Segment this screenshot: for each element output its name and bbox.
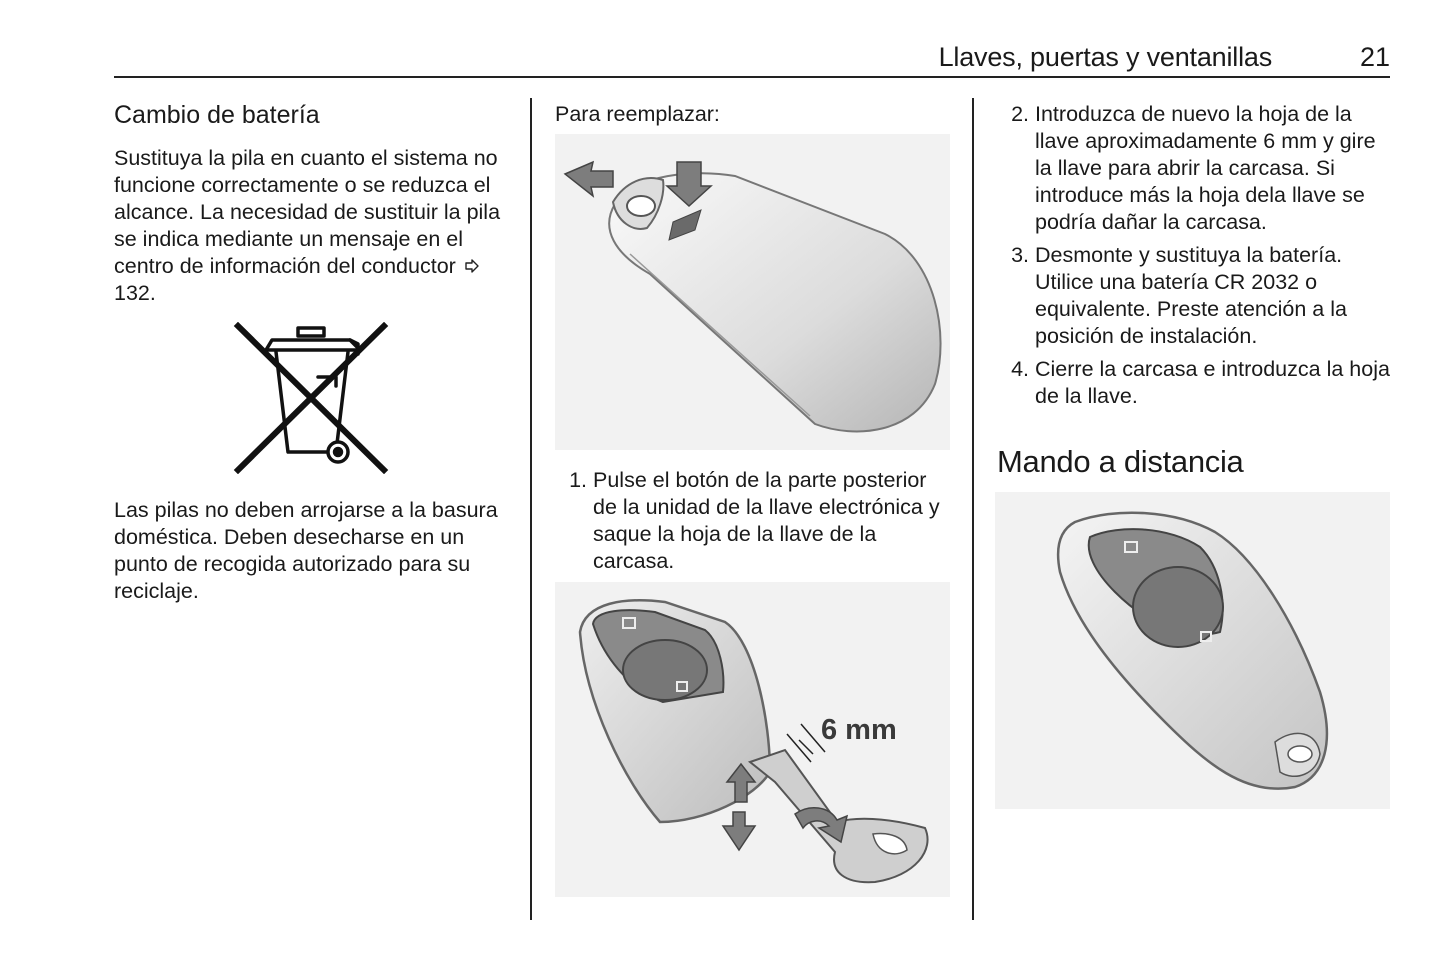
step-3-text: Desmonte y sustituya la batería. Utilice una batería CR 2032 o equivalente. Preste atención a la posición de instalación. [1035,243,1347,348]
step-2 [997,101,1397,236]
column-divider-2 [972,98,974,920]
step-3 [997,242,1397,350]
running-header-title: Llaves, puertas y ventanillas [938,42,1272,72]
crossed-out-wheelie-bin-icon [232,322,392,474]
arrow-reference-icon [464,253,480,280]
battery-intro-text: Sustituya la pila en cuanto el sistema no funcione correctamente o se reduzca el alcance. La necesidad de sustituir la pila se indica mediante un mensaje en el centro de información del conductor [114,146,501,278]
key-housing-figure [555,134,950,450]
replace-intro: Para reemplazar: [555,102,720,126]
remote-control-heading: Mando a distancia [997,444,1244,479]
column-divider-1 [530,98,532,920]
battery-change-heading: Cambio de batería [114,101,320,129]
step-1-number: 1. [569,468,587,492]
key-blade-insert-figure [555,582,950,897]
step-4 [997,356,1397,410]
battery-intro-paragraph [114,145,514,307]
step-2-text: Introduzca de nuevo la hoja de la llave aproximadamente 6 mm y gire la llave para abrir la carcasa. Si introduce más la hoja dela llave se podría dañar la carcasa. [1035,102,1376,234]
disposal-paragraph: Las pilas no deben arrojarse a la basura doméstica. Deben desecharse en un punto de recogida autorizado para su reciclaje. [114,498,498,603]
step-list-column2 [555,467,955,581]
remote-key-figure [995,492,1390,809]
six-mm-label: 6 mm [821,714,897,746]
header-rule [114,76,1390,78]
page-number: 21 [1359,42,1390,72]
step-4-text: Cierre la carcasa e introduzca la hoja de la llave. [1035,357,1390,408]
step-1 [555,467,955,575]
step-3-number: 3. [1011,243,1029,267]
step-4-number: 4. [1011,357,1029,381]
xref-page-number[interactable]: 132. [114,281,156,305]
step-1-text: Pulse el botón de la parte posterior de la unidad de la llave electrónica y saque la hoja de la llave de la carcasa. [593,468,940,573]
step-list-column3 [997,101,1397,416]
step-2-number: 2. [1011,102,1029,126]
